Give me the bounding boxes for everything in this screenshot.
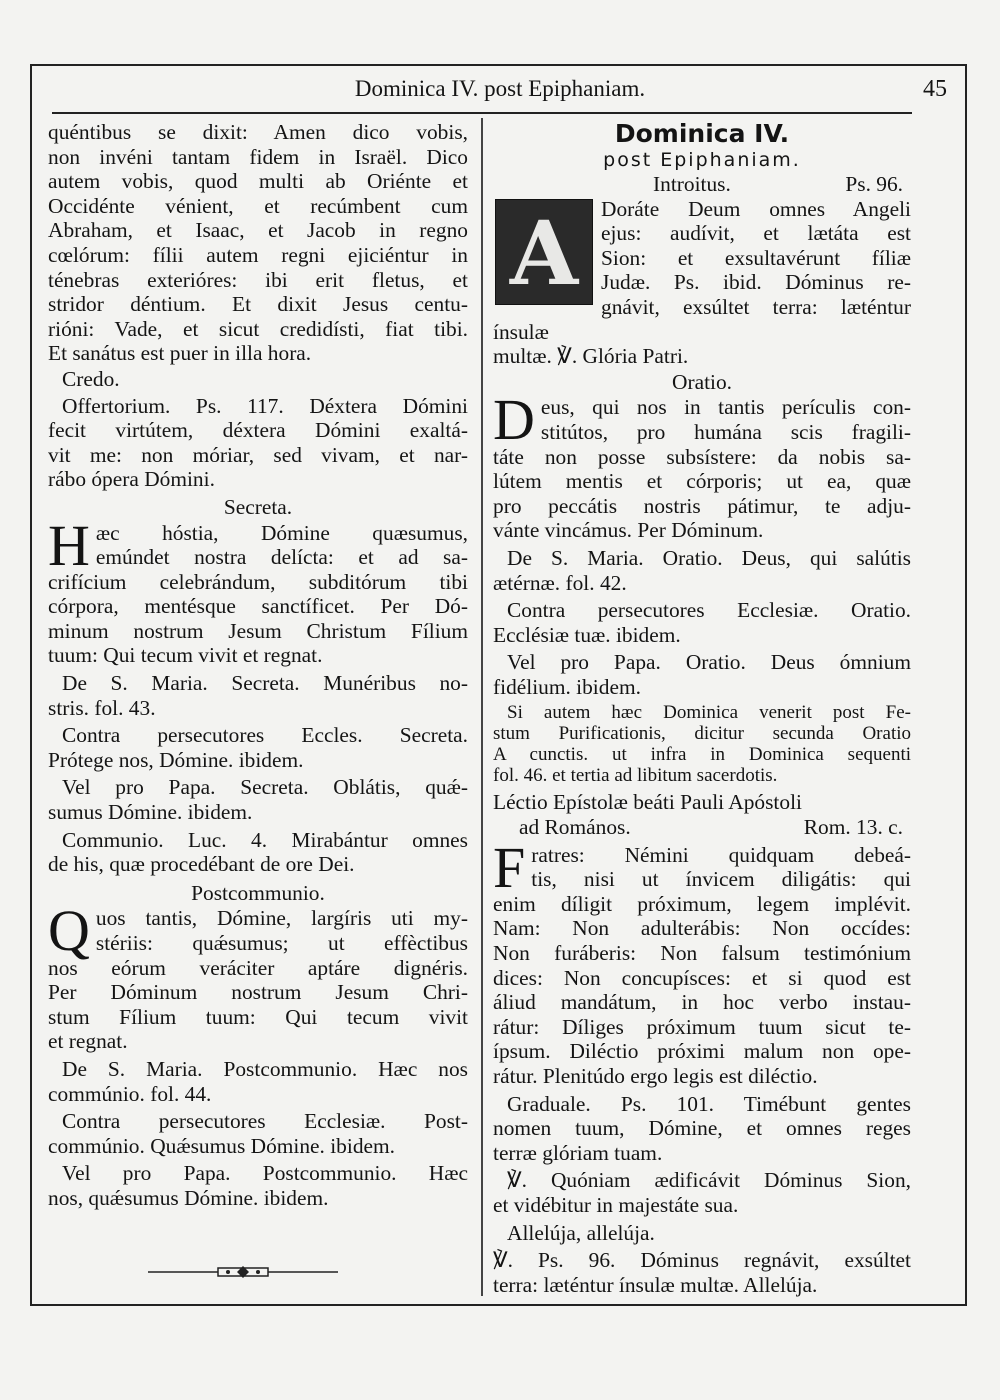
postcommunio-maria: [48, 1057, 468, 1106]
gospel-continuation: [48, 120, 468, 366]
rubric: [493, 702, 911, 786]
lectio-line2: ad Romános.: [519, 815, 631, 840]
text-line: sumus Dómine. ibidem.: [48, 800, 253, 825]
text-line: rábo ópera Dómini.: [48, 467, 215, 492]
text-line: Contra persecutores Ecclesiæ. Post-: [62, 1109, 468, 1134]
text-line: córpora, mentésque sanctíficet. Per Dó-: [48, 594, 468, 619]
text-line: Sion: et exsultavérunt fíliæ: [601, 245, 911, 270]
sunday-subtitle: post Epiphaniam.: [603, 149, 801, 171]
text-line: commúnio. fol. 44.: [48, 1081, 212, 1106]
text-line: tuum: Qui tecum vivit et regnat.: [48, 643, 323, 668]
text-line: De S. Maria. Oratio. Deus, qui salútis: [507, 545, 911, 570]
header-rule: [52, 112, 912, 114]
secreta: [48, 512, 468, 669]
text-line: Contra persecutores Eccles. Secreta.: [62, 723, 468, 748]
communio: [48, 828, 468, 877]
text-line: gnávit, exsúltet terra: læténtur ínsulæ: [493, 294, 911, 344]
text-line: A cunctis. ut infra in Dominica sequenti: [493, 744, 911, 766]
text-line: et vidébitur in majestáte sua.: [493, 1192, 739, 1217]
text-line: rátur. Plenitúdo ergo legis est diléctio.: [493, 1064, 818, 1088]
secreta-persecutores: [48, 723, 468, 772]
postcommunio-persecutores: [48, 1109, 468, 1158]
text-line: nos, quǽsumus Dómine. ibidem.: [48, 1185, 329, 1210]
text-line: Contra persecutores Ecclesiæ. Oratio.: [507, 598, 911, 623]
text-line: eus, qui nos in tantis perículis con-: [540, 395, 911, 420]
right-column: [493, 120, 911, 1298]
text-line: enim díligit próximum, legem implévit.: [493, 891, 911, 916]
oratio-title: Oratio.: [672, 369, 732, 394]
text-line: stridor déntium. Et dixit Jesus centu-: [48, 292, 468, 317]
oratio-maria: [493, 546, 911, 595]
text-line: lútem mentis et córporis; ut ea, quæ: [493, 469, 911, 494]
text-line: Si autem hæc Dominica venerit post Fe-: [507, 702, 911, 724]
postcommunio-title: Postcommunio.: [191, 880, 325, 905]
postcommunio: [48, 898, 468, 1054]
epistola: [493, 834, 911, 1089]
secreta-initial: H: [48, 512, 90, 578]
lectio-reference: Rom. 13. c.: [803, 815, 903, 840]
text-line: commúnio. Quǽsumus Dómine. ibidem.: [48, 1133, 395, 1158]
text-line: stériis: quǽsumus; ut effèctibus: [95, 931, 468, 955]
text-line: ípsum. Diléctio próximi malum non ope-: [493, 1039, 911, 1064]
introitus-heading: [493, 172, 911, 197]
text-line: pro peccátis nostris pátimur, te adju-: [493, 493, 911, 518]
text-line: táte non posse subsístere: da nobis sa-: [493, 444, 911, 469]
text-line: Ecclésiæ tuæ. ibidem.: [493, 622, 681, 647]
text-line: stum Purificationis, dicitur secunda Oratio: [493, 723, 911, 745]
text-line: et regnat.: [48, 1029, 128, 1054]
alleluia-block: [493, 1221, 911, 1246]
text-line: rióni: Vade, et sicut credidísti, fiat tibi.: [48, 316, 468, 341]
text-line: vit me: non móriar, sed vivam, et nar-: [48, 442, 468, 467]
oratio-papa: [493, 650, 911, 699]
text-line: terræ glóriam tuam.: [493, 1140, 663, 1165]
page-number: 45: [923, 76, 947, 102]
text-line: ratres: Némini quidquam debeá-: [531, 842, 911, 867]
text-line: uos tantis, Dómine, largíris uti my-: [95, 906, 468, 931]
text-line: nomen tuum, Dómine, et omnes reges: [493, 1116, 911, 1141]
text-line: Doráte Deum omnes Angeli: [601, 196, 911, 221]
text-line: crifícium celebrándum, subditórum tibi: [48, 569, 468, 594]
text-line: ejus: audívit, et lætáta est: [601, 221, 911, 246]
epistola-initial: F: [493, 834, 526, 900]
text-line: minum nostrum Jesum Christum Fílium: [48, 618, 468, 643]
lectio-heading: [493, 790, 911, 839]
versus-dominus: [493, 1248, 911, 1297]
postcommunio-initial: Q: [48, 898, 90, 964]
text-line: quéntibus se dixit: Amen dico vobis,: [48, 120, 468, 144]
secreta-title: Secreta.: [223, 494, 293, 519]
text-line: Communio. Luc. 4. Mirabántur omnes: [62, 827, 468, 852]
text-line: rátur: Díliges próximum tuum sicut te-: [493, 1014, 911, 1039]
text-line: stris. fol. 43.: [48, 695, 156, 720]
text-line: Abraham, et Isaac, et Jacob in regno: [48, 218, 468, 243]
oratio-persecutores: [493, 598, 911, 647]
column-divider: [481, 118, 483, 1296]
text-line: terra: læténtur ínsulæ multæ. Allelúja.: [493, 1272, 818, 1297]
text-line: De S. Maria. Postcommunio. Hæc nos: [62, 1056, 468, 1081]
text-line: Et sanátus est puer in illa hora.: [48, 341, 312, 366]
text-line: fecit virtútem, déxtera Dómini exaltá-: [48, 418, 468, 443]
left-column: [48, 120, 468, 1212]
text-line: autem vobis, quod multi ab Oriénte et: [48, 169, 468, 194]
running-title: Dominica IV. post Epiphaniam.: [354, 76, 646, 101]
sunday-title: Dominica IV.: [614, 119, 790, 148]
credo: Credo.: [62, 366, 120, 391]
text-line: Prótege nos, Dómine. ibidem.: [48, 747, 304, 772]
text-line: Graduale. Ps. 101. Timébunt gentes: [507, 1091, 911, 1116]
oratio-initial: D: [493, 387, 535, 453]
postcommunio-papa: [48, 1161, 468, 1210]
text-line: emúndet nostra delícta: et ad sa-: [95, 545, 468, 570]
text-line: tis, nisi ut ínvicem diligátis: qui: [531, 867, 911, 892]
text-line: ℣. Ps. 96. Dóminus regnávit, exsúltet: [493, 1248, 911, 1273]
text-line: Per Dóminum nostrum Jesum Chri-: [48, 980, 468, 1005]
text-line: ℣. Quóniam ædificávit Dóminus Sion,: [507, 1168, 911, 1193]
graduale: [493, 1092, 911, 1166]
text-line: Vel pro Papa. Secreta. Oblátis, quǽ-: [62, 775, 468, 800]
text-line: Nam: Non adulterábis: Non occídes:: [493, 916, 911, 941]
introitus: [493, 197, 911, 369]
text-line: Occidénte vénient, et recúmbent cum: [48, 193, 468, 218]
text-line: æc hóstia, Dómine quæsumus,: [95, 520, 468, 545]
text-line: multæ. ℣. Glória Patri.: [493, 344, 689, 369]
text-line: fol. 46. et tertia ad libitum sacerdotis.: [493, 765, 778, 787]
text-line: Non furáberis: Non falsum testimónium: [493, 941, 911, 966]
oratio: [493, 387, 911, 543]
versus-quoniam: [493, 1168, 911, 1217]
text-line: Vel pro Papa. Postcommunio. Hæc: [62, 1161, 468, 1186]
secreta-maria: [48, 671, 468, 720]
text-line: stitútos, pro humána scis fragili-: [540, 419, 911, 444]
text-line: De S. Maria. Secreta. Munéribus no-: [62, 671, 468, 696]
text-line: de his, quæ procedébant de ore Dei.: [48, 852, 355, 877]
text-line: stum Fílium tuum: Qui tecum vivit: [48, 1004, 468, 1029]
text-line: áliud mandátum, in hoc verbo instau-: [493, 990, 911, 1015]
offertorium: [48, 394, 468, 492]
text-line: nos eórum veráciter aptáre dignéris.: [48, 955, 468, 980]
introitus-reference: Ps. 96.: [845, 172, 903, 196]
ornamental-initial-a: [495, 199, 593, 305]
text-line: non invéni tantam fidem in Israël. Dico: [48, 144, 468, 169]
introitus-label: Introitus.: [653, 172, 731, 196]
alleluia: Allelúja, allelúja.: [507, 1220, 655, 1245]
text-line: ténebras exterióres: ibi erit fletus, et: [48, 267, 468, 292]
introitus-initial: A: [509, 200, 579, 305]
lectio-line1: Léctio Epístolæ beáti Pauli Apóstoli: [493, 790, 802, 815]
text-line: Offertorium. Ps. 117. Déxtera Dómini: [62, 393, 468, 418]
credo-block: [48, 367, 468, 392]
text-line: vánte vincámus. Per Dóminum.: [493, 518, 764, 543]
text-line: ætérnæ. fol. 42.: [493, 570, 627, 595]
text-line: cœlórum: fílii autem regni ejiciéntur in: [48, 242, 468, 267]
text-line: Vel pro Papa. Oratio. Deus ómnium: [507, 650, 911, 675]
running-header: [60, 74, 947, 110]
fleuron-ornament: [148, 1265, 338, 1279]
secreta-papa: [48, 775, 468, 824]
text-line: fidélium. ibidem.: [493, 674, 641, 699]
text-line: dices: Non concupísces: et si quod est: [493, 965, 911, 990]
text-line: Judæ. Ps. ibid. Dóminus re-: [601, 270, 911, 295]
